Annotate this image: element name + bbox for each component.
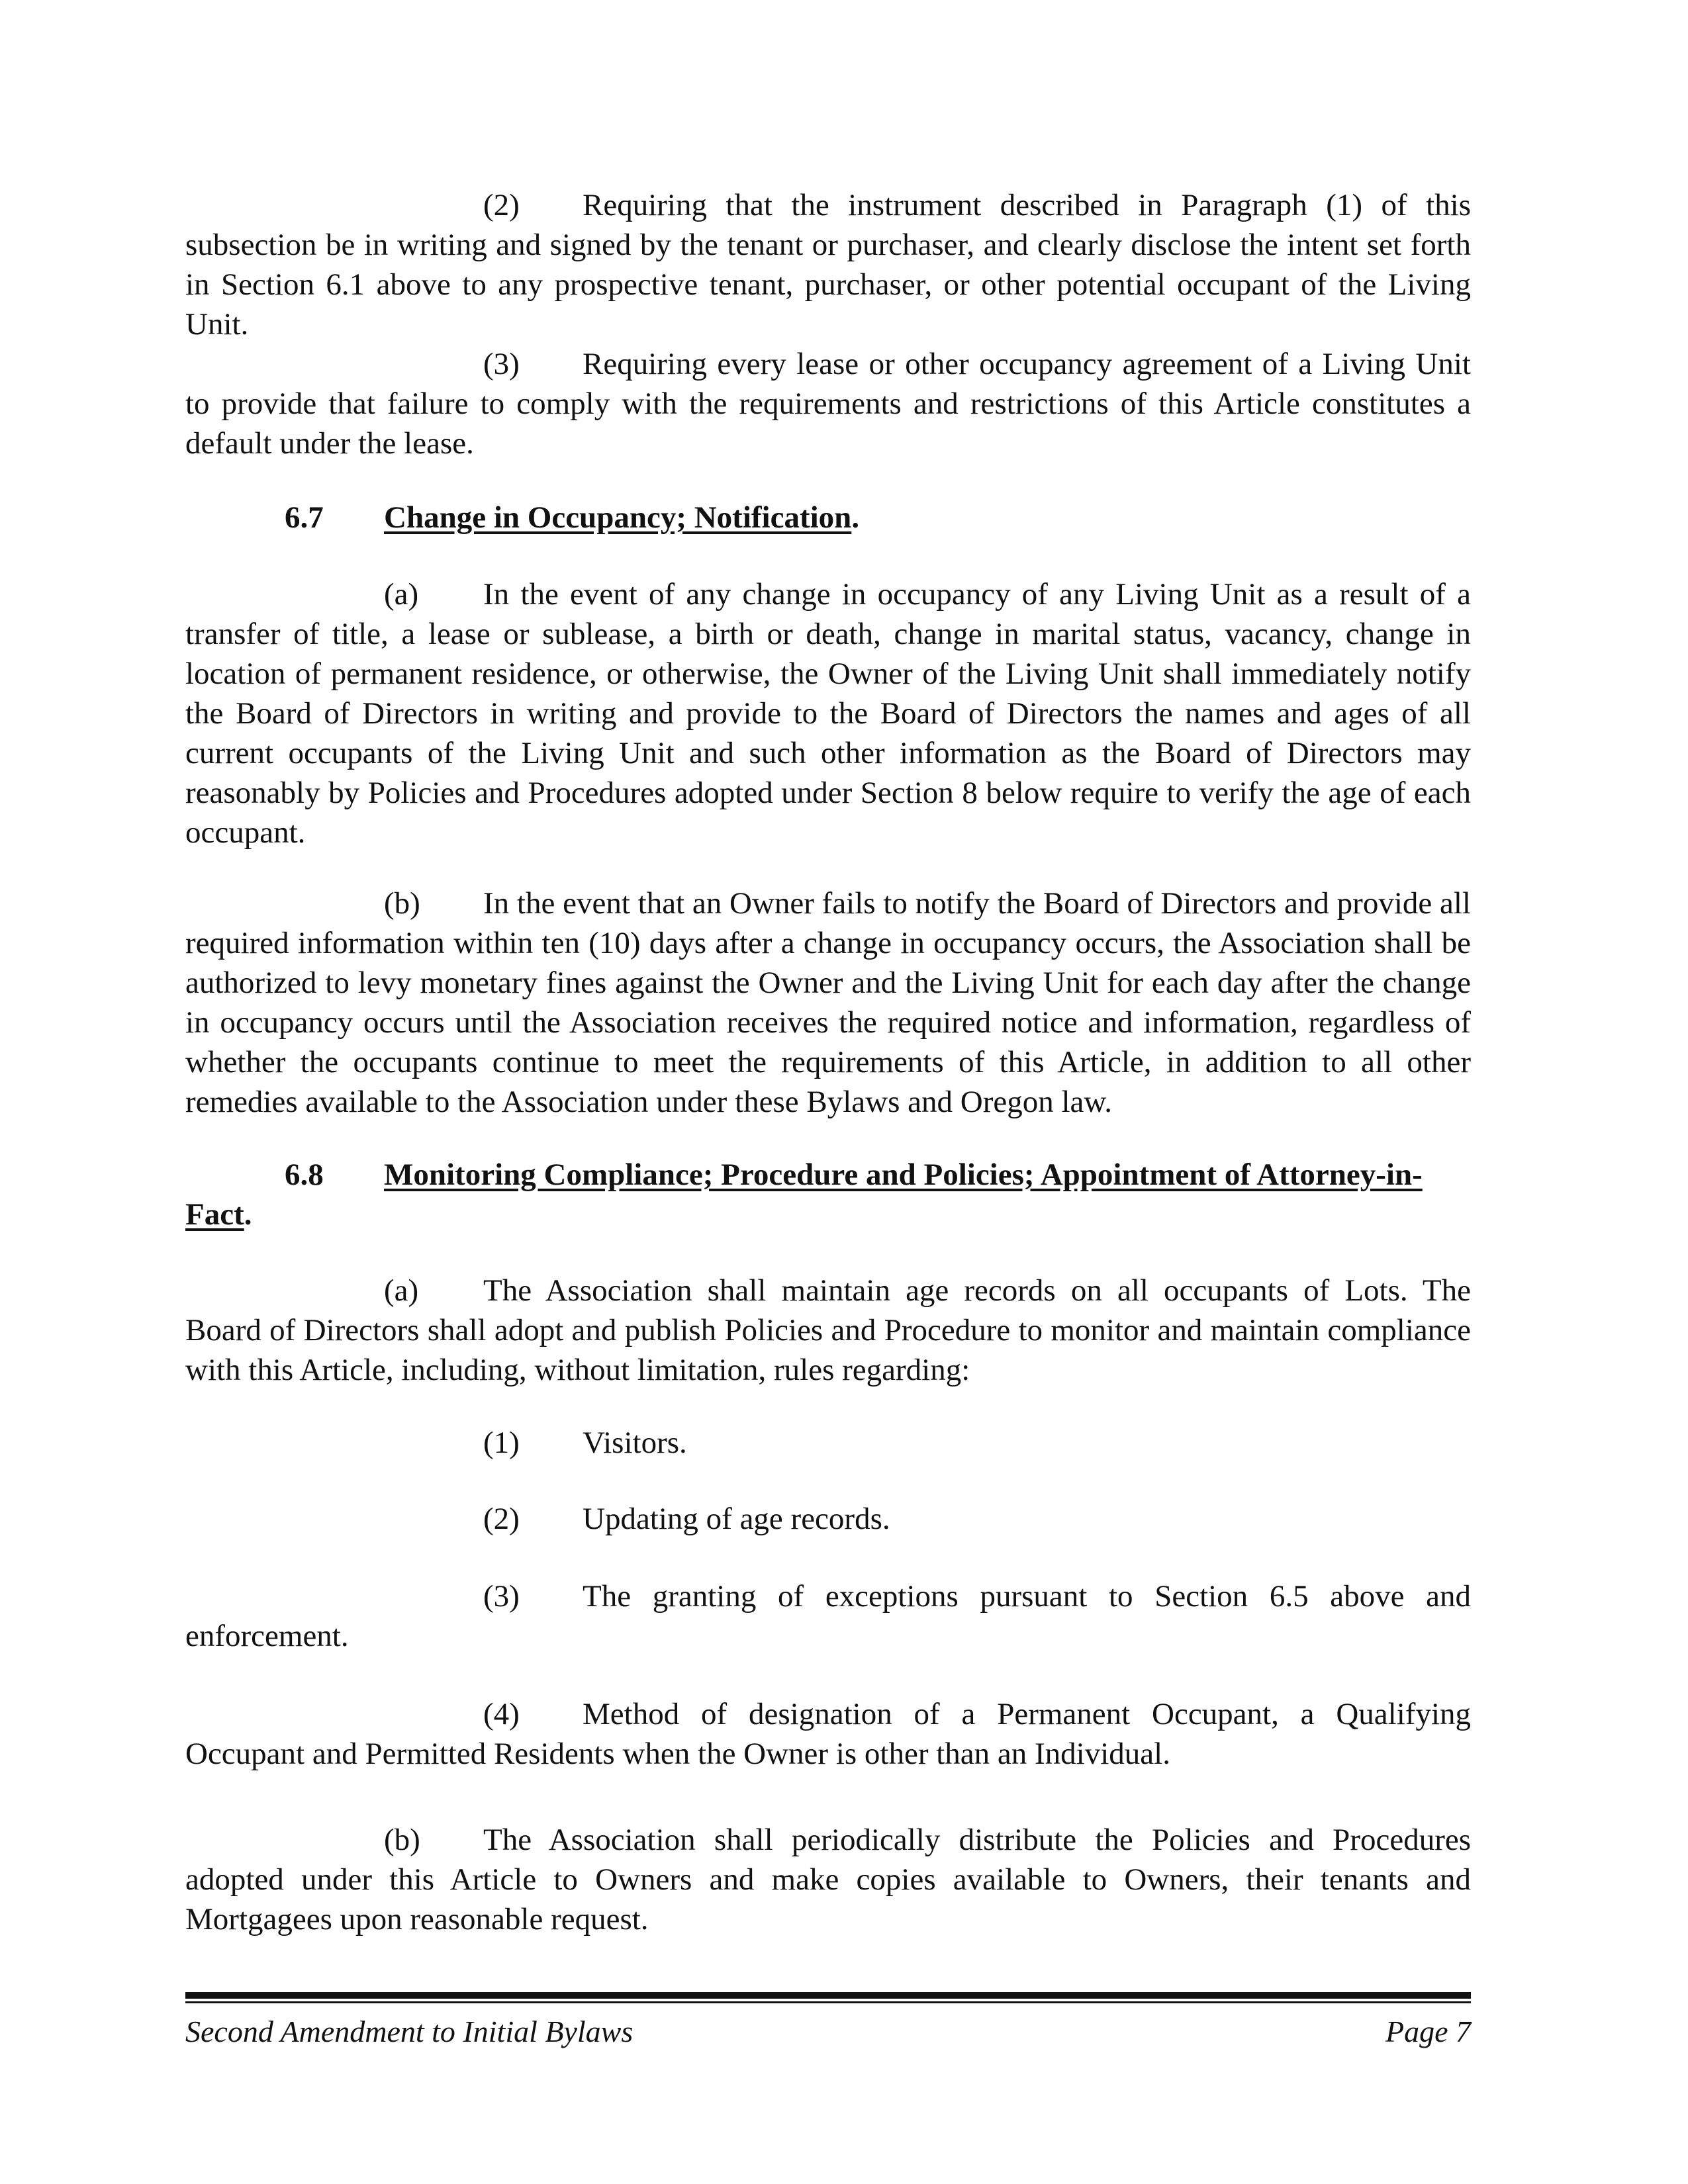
paragraph-letter: (b) (384, 886, 420, 921)
paragraph-text: In the event of any change in occupancy of any Living Unit as a result of a transfer of title, a lease or sublease, a birth or death, change in marital status, vacancy, change in location of permanent residence, or otherwise, the Owner of the Living Unit shall immediately notify the Board of Directors in writing and provide to the Board of Directors the names and ages of all current occupants of the Living Unit and such other information as the Board of Directors may reasonably by Policies and Procedures adopted under Section 8 below require to verify the age of each occupant. (185, 577, 1471, 850)
footer-rule-thin (185, 2001, 1471, 2003)
footer-rule-thick (185, 1992, 1471, 1999)
paragraph-text: In the event that an Owner fails to notify the Board of Directors and provide all required information within ten (10) days after a change in occupancy occurs, the Association shall be authorized to levy monetary fines against the Owner and the Living Unit for each day after the change in occupancy occurs until the Association receives the required notice and information, regardless of whether the occupants continue to meet the requirements of this Article, in addition to all other remedies available to the Association under these Bylaws and Oregon law. (185, 886, 1471, 1119)
paragraph-letter: (a) (384, 1273, 419, 1308)
section-number: 6.7 (285, 500, 324, 535)
paragraph-letter: (a) (384, 577, 419, 612)
list-item-4 (185, 1694, 1471, 1774)
item-number: (3) (483, 1579, 520, 1614)
item-text: The granting of exceptions pursuant to Section 6.5 above and enforcement. (185, 1579, 1471, 1653)
footer-document-title: Second Amendment to Initial Bylaws (185, 2015, 633, 2048)
list-item-2 (483, 1499, 890, 1539)
paragraph-2 (185, 185, 1471, 344)
item-text: Updating of age records. (583, 1502, 890, 1536)
heading-period: . (244, 1197, 252, 1232)
section-title: Change in Occupancy; Notification (384, 500, 852, 535)
paragraph-text: Requiring that the instrument described in Paragraph (1) of this subsection be in writing and signed by the tenant or purchaser, and clearly disclose the intent set forth in Section 6.1 above to any prospective tenant, purchaser, or other potential occupant of the Living Unit. (185, 188, 1471, 341)
section-6-8-paragraph-a (185, 1271, 1471, 1390)
item-number: (4) (483, 1697, 520, 1731)
paragraph-number: (3) (483, 347, 520, 381)
footer-page-number: Page 7 (1385, 2015, 1471, 2048)
paragraph-3 (185, 344, 1471, 463)
section-number: 6.8 (285, 1158, 324, 1192)
section-title: Monitoring Compliance; Procedure and Policies; Appointment of Attorney-in-Fact (185, 1158, 1423, 1232)
list-item-1 (483, 1423, 687, 1463)
section-6-8-paragraph-b (185, 1820, 1471, 1939)
section-6-7-paragraph-b (185, 884, 1471, 1122)
paragraph-letter: (b) (384, 1823, 420, 1857)
item-number: (2) (483, 1502, 520, 1536)
list-item-3 (185, 1576, 1471, 1656)
heading-period: . (851, 500, 860, 535)
section-6-7-heading (185, 498, 1471, 537)
item-number: (1) (483, 1426, 520, 1460)
paragraph-number: (2) (483, 188, 520, 222)
paragraph-text: Requiring every lease or other occupancy agreement of a Living Unit to provide that failure to comply with the requirements and restrictions of this Article constitutes a default under the lease. (185, 347, 1471, 461)
paragraph-text: The Association shall maintain age records on all occupants of Lots. The Board of Directors shall adopt and publish Policies and Procedure to monitor and maintain compliance with this Article, including, without limitation, rules regarding: (185, 1273, 1471, 1387)
item-text: Visitors. (583, 1426, 687, 1460)
paragraph-text: The Association shall periodically distribute the Policies and Procedures adopted under this Article to Owners and make copies available to Owners, their tenants and Mortgagees upon reasonable request. (185, 1823, 1471, 1936)
section-6-7-paragraph-a (185, 574, 1471, 852)
section-6-8-heading (185, 1155, 1443, 1234)
item-text: Method of designation of a Permanent Occupant, a Qualifying Occupant and Permitted Residents when the Owner is other than an Individual. (185, 1697, 1471, 1771)
